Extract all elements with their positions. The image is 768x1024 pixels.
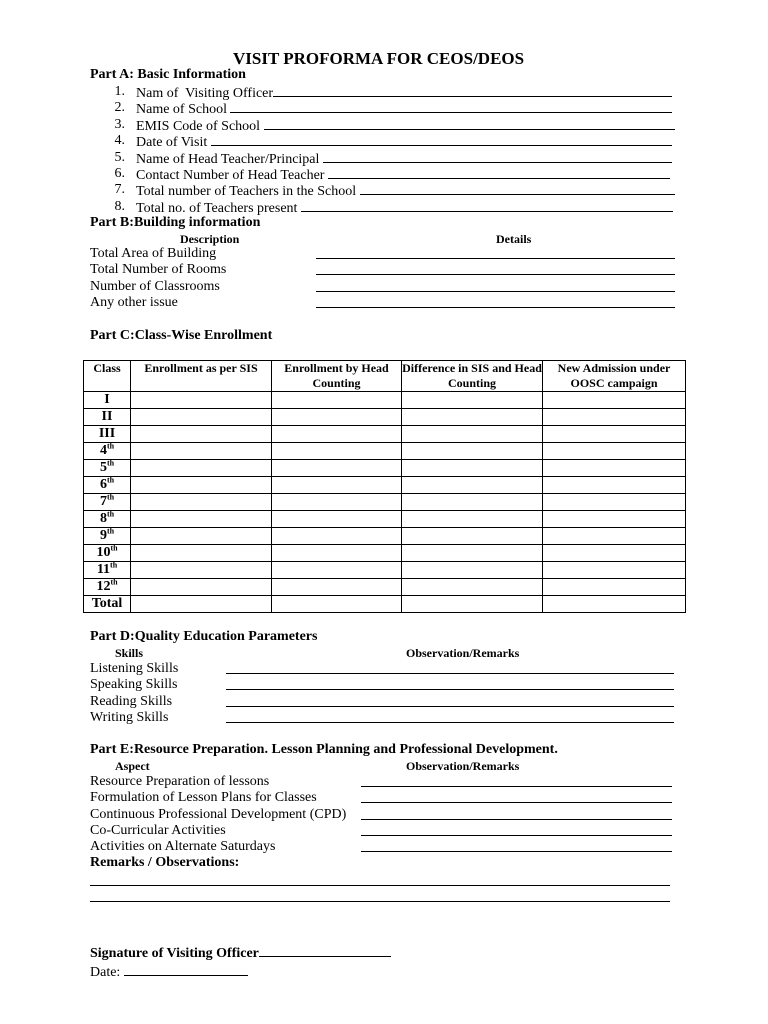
- enrollment-cell[interactable]: [543, 545, 686, 562]
- table-row: [84, 528, 686, 545]
- enrollment-cell[interactable]: [402, 409, 543, 426]
- remarks-line-1[interactable]: [90, 885, 670, 886]
- class-name: I: [104, 392, 110, 407]
- class-cell: [84, 477, 131, 494]
- enrollment-cell[interactable]: [131, 511, 272, 528]
- enrollment-table: [83, 360, 686, 613]
- part-a-item-field[interactable]: [360, 182, 675, 195]
- table-row: [84, 562, 686, 579]
- table-row: [84, 426, 686, 443]
- class-name: 7: [99, 494, 107, 509]
- enrollment-cell[interactable]: [131, 579, 272, 596]
- enrollment-header-row: [84, 361, 686, 392]
- part-a-heading: Part A: Basic Information: [90, 67, 246, 82]
- enrollment-cell[interactable]: [402, 528, 543, 545]
- class-name: 4: [99, 443, 107, 458]
- part-e-heading: [90, 742, 558, 758]
- part-e-row-field[interactable]: [361, 786, 672, 787]
- part-b-row-field[interactable]: [316, 291, 675, 292]
- part-a-item-number: 4.: [114, 133, 125, 149]
- class-suffix: th: [106, 458, 115, 468]
- enrollment-cell[interactable]: [543, 477, 686, 494]
- enrollment-cell[interactable]: [131, 596, 272, 613]
- signature-line[interactable]: [295, 944, 391, 957]
- class-name: 11: [96, 562, 111, 577]
- class-cell: [84, 528, 131, 545]
- part-a-item-label: Total no. of Teachers present: [136, 200, 301, 216]
- part-b-row-label: Total Area of Building: [90, 246, 217, 261]
- class-name: II: [101, 409, 113, 424]
- class-cell: [84, 409, 131, 426]
- part-a-item-label: EMIS Code of School: [136, 118, 264, 134]
- page-title: VISIT PROFORMA FOR CEOS/DEOS: [233, 49, 525, 68]
- class-cell: [84, 511, 131, 528]
- part-d-label: Part D:: [90, 629, 135, 644]
- part-d-row-field[interactable]: [226, 689, 674, 690]
- table-row: [84, 494, 686, 511]
- class-name: 10: [96, 545, 111, 560]
- part-a-item-number: 8.: [114, 198, 125, 214]
- enrollment-cell[interactable]: [131, 528, 272, 545]
- part-a-item: [136, 84, 672, 102]
- part-b-row-field[interactable]: [316, 274, 675, 275]
- part-e-row-field[interactable]: [361, 851, 672, 852]
- table-row: [84, 596, 686, 613]
- part-a-item: [136, 150, 672, 168]
- enrollment-cell[interactable]: [272, 494, 402, 511]
- class-name: 8: [99, 511, 107, 526]
- part-d-row-field[interactable]: [226, 673, 674, 674]
- part-d-row-label: Reading Skills: [90, 693, 173, 709]
- enrollment-cell[interactable]: [543, 579, 686, 596]
- remarks-label: Remarks / Observations:: [90, 855, 240, 870]
- enrollment-cell[interactable]: [543, 460, 686, 477]
- part-e-row-label: Activities on Alternate Saturdays: [90, 839, 276, 855]
- table-row: [84, 477, 686, 494]
- enrollment-cell[interactable]: [543, 443, 686, 460]
- enrollment-cell[interactable]: [131, 494, 272, 511]
- remarks-line-2[interactable]: [90, 901, 670, 902]
- class-name: 9: [99, 528, 107, 543]
- enrollment-cell[interactable]: [543, 426, 686, 443]
- part-a-item-number: 6.: [114, 166, 125, 181]
- enrollment-cell[interactable]: [272, 477, 402, 494]
- part-a-item-field[interactable]: [230, 100, 672, 113]
- class-suffix: th: [106, 475, 115, 485]
- part-b-heading: [90, 215, 260, 231]
- part-b-row-field[interactable]: [316, 307, 675, 308]
- enrollment-cell[interactable]: [543, 511, 686, 528]
- table-row: [84, 392, 686, 409]
- enrollment-cell[interactable]: [402, 562, 543, 579]
- part-d-skills-header: Skills: [115, 646, 144, 660]
- enrollment-cell[interactable]: [402, 511, 543, 528]
- signature-label: Signature of Visiting Officer: [90, 946, 259, 961]
- part-a-item: [136, 182, 675, 200]
- class-suffix: th: [110, 577, 118, 587]
- part-b-row-label: Number of Classrooms: [90, 278, 220, 294]
- part-a-item-field[interactable]: [211, 133, 672, 146]
- part-c-label: Part C:: [90, 328, 135, 343]
- enrollment-cell[interactable]: [131, 562, 272, 579]
- enrollment-cell[interactable]: [402, 477, 543, 494]
- class-name: 5: [99, 460, 107, 475]
- header-enrollment-sis: Enrollment as per SIS: [131, 361, 272, 392]
- part-d-row-label: Writing Skills: [90, 709, 169, 725]
- part-a-item-label: Total number of Teachers in the School: [136, 184, 360, 200]
- enrollment-cell[interactable]: [402, 392, 543, 409]
- part-b-row-label: Any other issue: [90, 294, 178, 310]
- part-a-item-label: Contact Number of Head Teacher: [136, 168, 328, 183]
- part-a-item-number: 5.: [114, 149, 125, 165]
- part-e-row-field[interactable]: [361, 835, 672, 836]
- part-b-description-header: Description: [180, 232, 240, 246]
- enrollment-cell[interactable]: [272, 409, 402, 426]
- header-enrollment-head-counting: Enrollment by Head Counting: [272, 361, 402, 392]
- table-row: [84, 443, 686, 460]
- part-a-item-field[interactable]: [264, 117, 675, 130]
- enrollment-cell[interactable]: [272, 528, 402, 545]
- class-suffix: th: [106, 441, 115, 451]
- part-e-row-label: Continuous Professional Development (CPD): [90, 806, 347, 822]
- part-d-heading: [90, 629, 317, 645]
- part-d-row-label: Speaking Skills: [90, 677, 178, 693]
- part-c-title: Class-Wise Enrollment: [134, 328, 273, 343]
- enrollment-cell[interactable]: [131, 545, 272, 562]
- part-a-item-label: Nam of Visiting Officer: [136, 86, 274, 101]
- part-a-item-label: Name of School: [136, 102, 231, 118]
- enrollment-cell[interactable]: [272, 562, 402, 579]
- class-name: Total: [91, 596, 123, 611]
- part-a-item: [136, 133, 672, 151]
- part-a-item-field[interactable]: [328, 166, 670, 179]
- part-e-label: Part E:: [90, 742, 134, 757]
- enrollment-cell[interactable]: [272, 579, 402, 596]
- part-b-title: Building information: [133, 215, 261, 230]
- part-a-item: [136, 166, 670, 184]
- class-suffix: th: [106, 492, 115, 502]
- part-a-item-number: 1.: [114, 84, 125, 99]
- enrollment-cell[interactable]: [272, 596, 402, 613]
- part-e-aspect-header: Aspect: [115, 759, 150, 773]
- date-row: [90, 963, 248, 981]
- enrollment-cell[interactable]: [272, 392, 402, 409]
- enrollment-cell[interactable]: [402, 579, 543, 596]
- part-c-heading: [90, 328, 272, 344]
- class-name: III: [98, 426, 116, 441]
- class-suffix: th: [110, 543, 118, 553]
- class-cell: [84, 460, 131, 477]
- enrollment-cell[interactable]: [272, 511, 402, 528]
- part-a-item: [136, 117, 675, 135]
- enrollment-cell[interactable]: [131, 460, 272, 477]
- class-cell: [84, 494, 131, 511]
- header-difference: Difference in SIS and Head Counting: [402, 361, 542, 390]
- part-a-item-label: Name of Head Teacher/Principal: [136, 151, 323, 167]
- enrollment-cell[interactable]: [543, 409, 686, 426]
- class-suffix: th: [110, 560, 118, 570]
- part-d-observation-header: Observation/Remarks: [406, 646, 520, 660]
- part-b-label: Part B:: [90, 215, 134, 230]
- enrollment-cell[interactable]: [543, 596, 686, 613]
- class-suffix: th: [106, 509, 115, 519]
- class-cell: [84, 426, 131, 443]
- class-cell: [84, 392, 131, 409]
- part-d-title: Quality Education Parameters: [134, 629, 318, 644]
- header-class: Class: [84, 361, 131, 392]
- part-b-row-field[interactable]: [316, 258, 675, 259]
- part-e-row-field[interactable]: [361, 802, 672, 803]
- part-e-row-label: Co-Curricular Activities: [90, 822, 226, 838]
- enrollment-cell[interactable]: [402, 494, 543, 511]
- table-row: [84, 511, 686, 528]
- enrollment-cell[interactable]: [543, 528, 686, 545]
- table-row: [84, 579, 686, 596]
- part-e-title: Resource Preparation. Lesson Planning and Professional Development.: [133, 742, 558, 757]
- class-cell: [84, 443, 131, 460]
- table-row: [84, 545, 686, 562]
- part-a-item: [136, 100, 672, 118]
- enrollment-cell[interactable]: [402, 545, 543, 562]
- part-a-item-field[interactable]: [301, 199, 673, 212]
- class-name: 12: [96, 579, 111, 594]
- part-a-item-number: 2.: [114, 100, 125, 116]
- enrollment-cell[interactable]: [131, 477, 272, 494]
- class-cell: [84, 596, 131, 613]
- enrollment-cell[interactable]: [131, 426, 272, 443]
- enrollment-cell[interactable]: [131, 392, 272, 409]
- signature-row: [90, 944, 391, 962]
- enrollment-cell[interactable]: [402, 443, 543, 460]
- class-cell: [84, 579, 131, 596]
- date-line[interactable]: [124, 963, 248, 976]
- part-a-item-field[interactable]: [273, 84, 672, 97]
- part-e-row-field[interactable]: [361, 819, 672, 820]
- enrollment-cell[interactable]: [131, 443, 272, 460]
- enrollment-cell[interactable]: [543, 562, 686, 579]
- enrollment-cell[interactable]: [272, 443, 402, 460]
- part-e-row-label: Formulation of Lesson Plans for Classes: [90, 790, 317, 806]
- enrollment-cell[interactable]: [272, 460, 402, 477]
- part-e-row-label: Resource Preparation of lessons: [90, 774, 270, 789]
- enrollment-cell[interactable]: [402, 426, 543, 443]
- part-a-item-field[interactable]: [323, 150, 672, 163]
- enrollment-cell[interactable]: [402, 596, 543, 613]
- date-label: Date:: [90, 965, 124, 980]
- enrollment-cell[interactable]: [402, 460, 543, 477]
- part-e-observation-header: Observation/Remarks: [406, 759, 520, 773]
- header-new-admission: New Admission under OOSC campaign: [543, 361, 686, 392]
- table-row: [84, 409, 686, 426]
- part-a-item-number: 7.: [114, 182, 125, 198]
- part-b-row-label: Total Number of Rooms: [90, 262, 227, 278]
- table-row: [84, 460, 686, 477]
- signature-line-bold[interactable]: [259, 944, 295, 957]
- part-b-details-header: Details: [496, 232, 532, 246]
- enrollment-cell[interactable]: [543, 494, 686, 511]
- part-a-item-number: 3.: [114, 116, 125, 132]
- class-cell: [84, 545, 131, 562]
- enrollment-cell[interactable]: [131, 409, 272, 426]
- enrollment-cell[interactable]: [272, 545, 402, 562]
- part-a-item-label: Date of Visit: [136, 135, 211, 151]
- part-d-row-field[interactable]: [226, 706, 674, 707]
- class-suffix: th: [106, 526, 115, 536]
- enrollment-cell[interactable]: [543, 392, 686, 409]
- part-d-row-field[interactable]: [226, 722, 674, 723]
- class-name: 6: [99, 477, 107, 492]
- enrollment-cell[interactable]: [272, 426, 402, 443]
- class-cell: [84, 562, 131, 579]
- part-d-row-label: Listening Skills: [90, 661, 179, 676]
